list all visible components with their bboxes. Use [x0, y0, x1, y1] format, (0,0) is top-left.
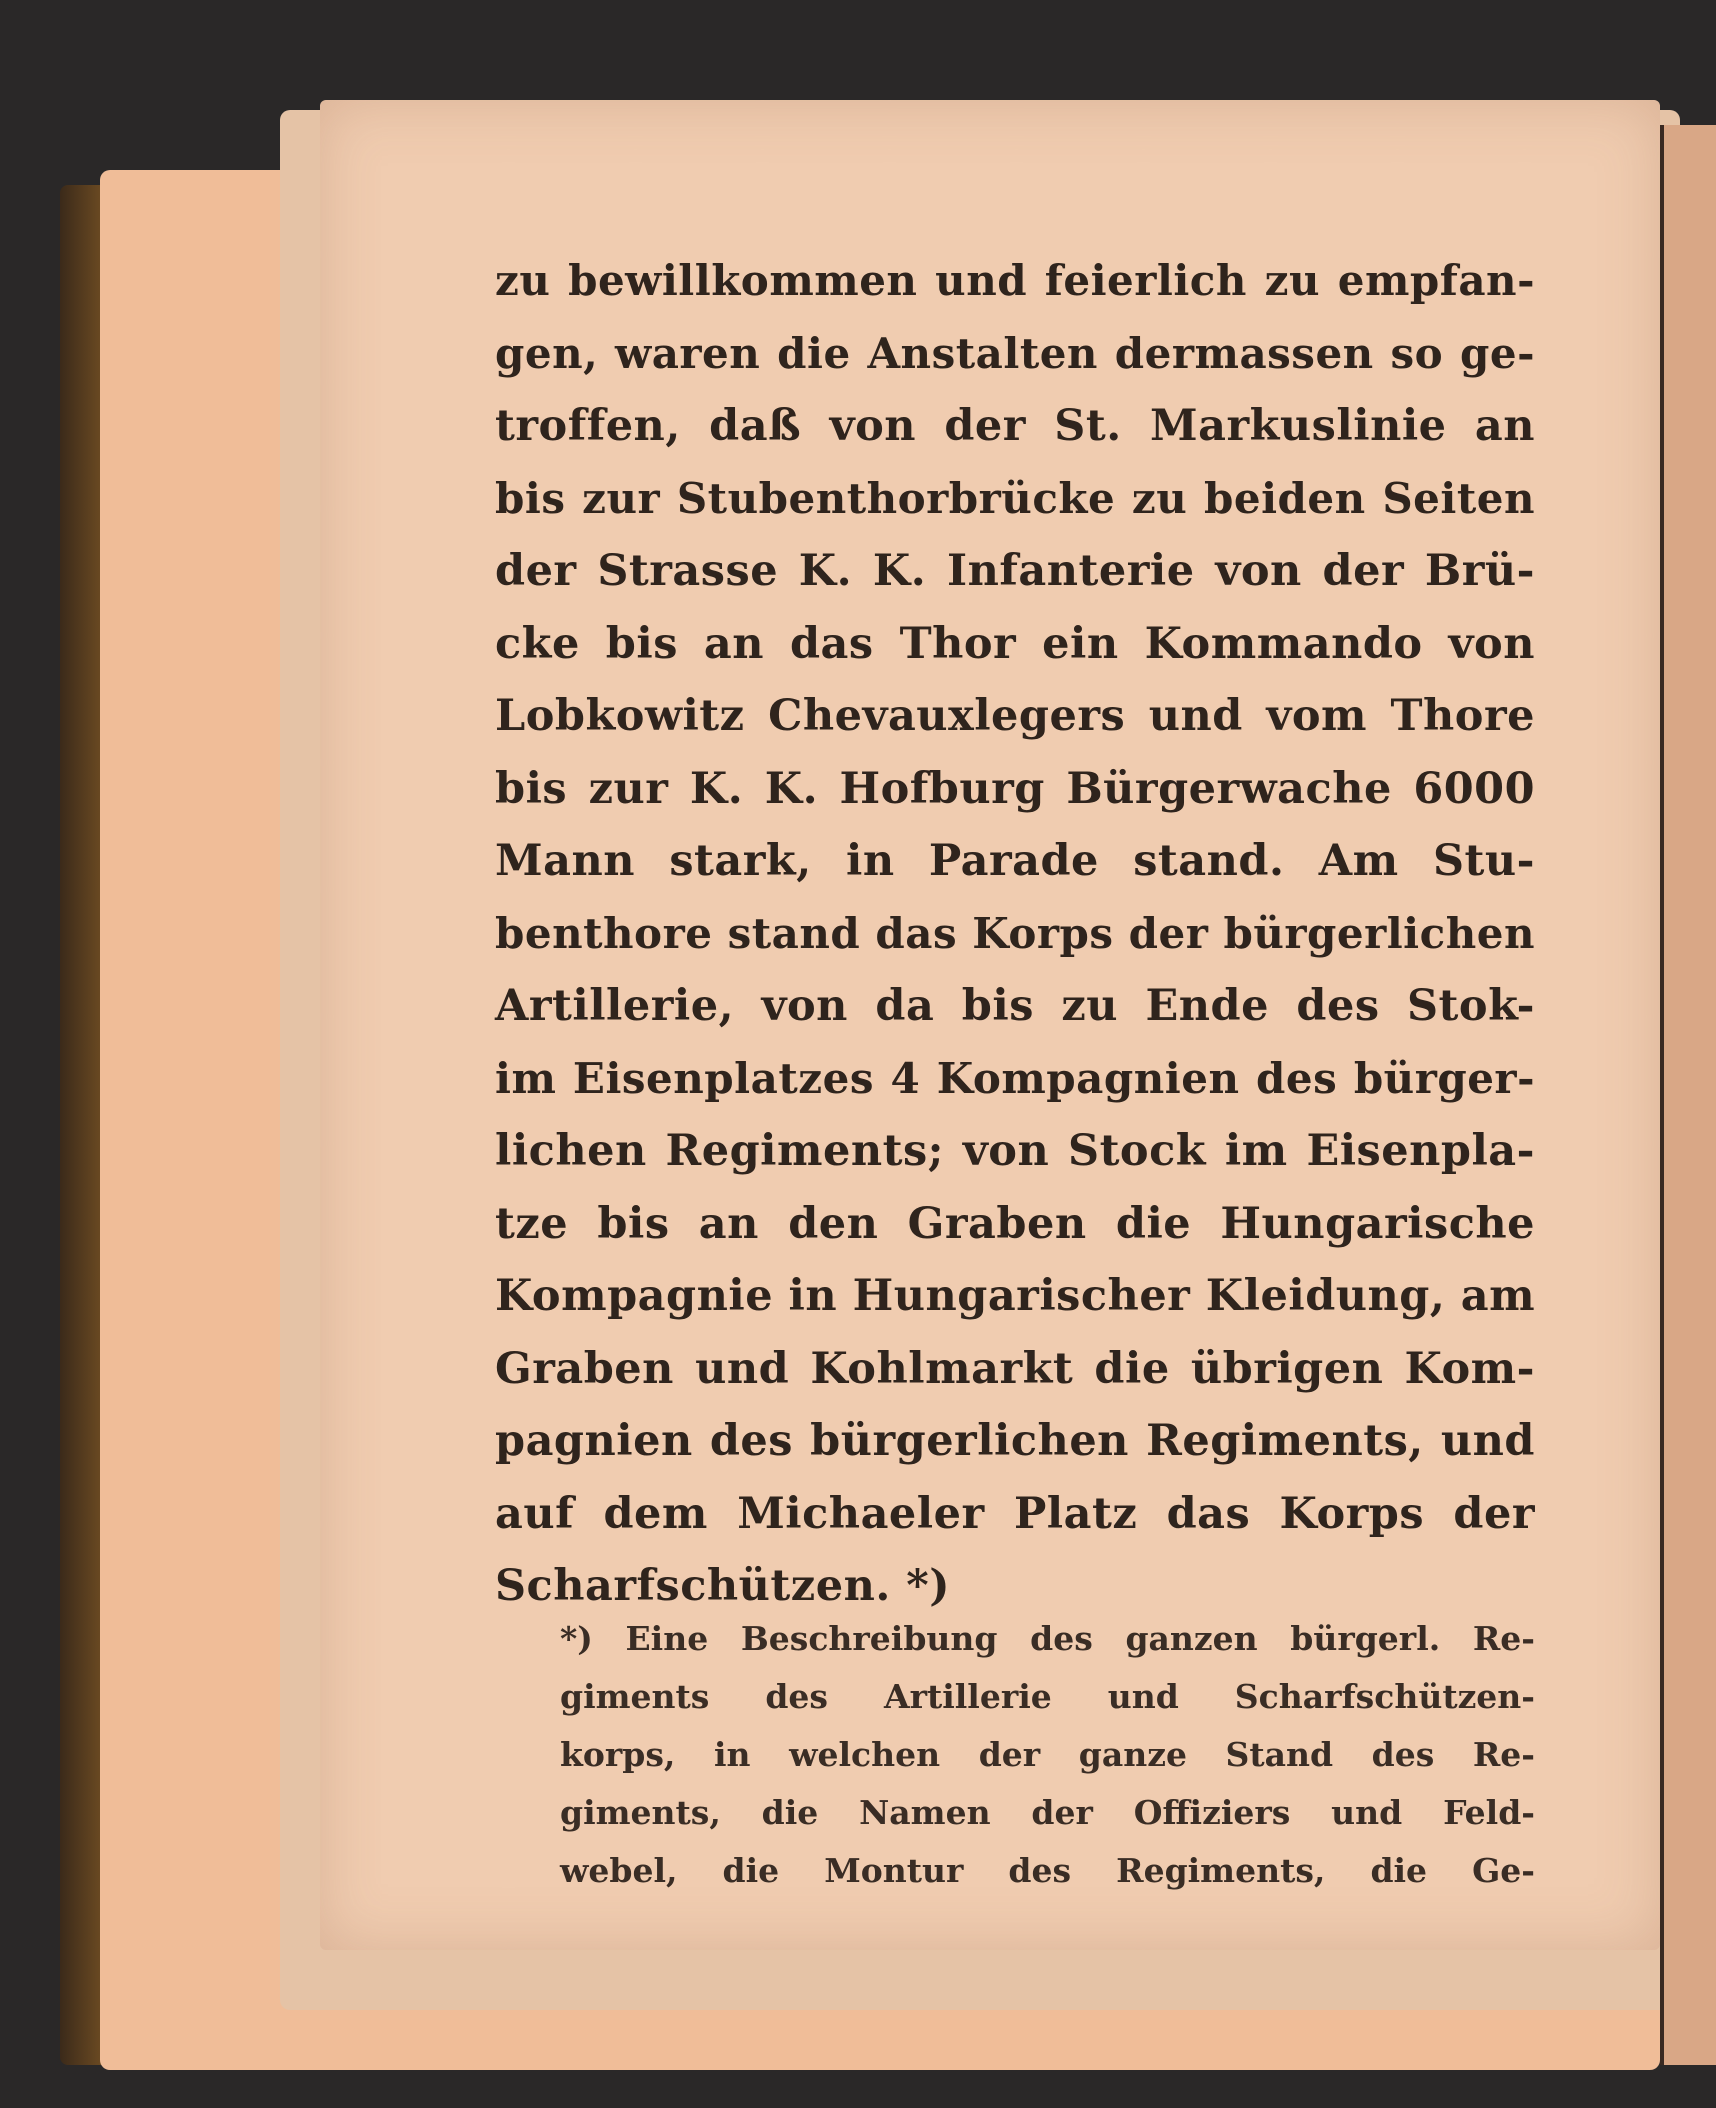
text-line: Graben und Kohlmarkt die übrigen Kom-: [495, 1343, 1535, 1394]
text-line: gen, waren die Anstalten dermassen so ge-: [495, 328, 1535, 378]
text-line: der Strasse K. K. Infanterie von der Brü-: [495, 546, 1535, 596]
text-line: lichen Regiments; von Stock im Eisenpla-: [495, 1126, 1535, 1176]
footnote-line: webel, die Montur des Regiments, die Ge-: [560, 1851, 1535, 1890]
footnote-line: korps, in welchen der ganze Stand des Re-: [560, 1735, 1535, 1774]
footnote-line: giments des Artillerie und Scharfschützen-: [560, 1677, 1535, 1716]
text-line: Mann stark, in Parade stand. Am Stu-: [495, 836, 1535, 886]
text-line: cke bis an das Thor ein Kommando von: [495, 618, 1535, 669]
footnote: [560, 1610, 1535, 1900]
text-line: Kompagnie in Hungarischer Kleidung, am: [495, 1271, 1536, 1321]
text-line: Artillerie, von da bis zu Ende des Stok-: [495, 981, 1535, 1031]
text-line: zu bewillkommen und feierlich zu empfan-: [495, 256, 1535, 305]
text-line: auf dem Michaeler Platz das Korps der: [495, 1488, 1535, 1539]
text-line: pagnien des bürgerlichen Regiments, und: [495, 1416, 1535, 1466]
footnote-line: *) Eine Beschreibung des ganzen bürgerl. Re-: [560, 1619, 1535, 1658]
text-line: Scharfschützen. *): [495, 1561, 951, 1611]
text-line: troffen, daß von der St. Markuslinie an: [495, 401, 1535, 451]
text-line: Lobkowitz Chevauxlegers und vom Thore: [495, 691, 1535, 741]
text-line: bis zur Stubenthorbrücke zu beiden Seiten: [495, 473, 1535, 523]
text-line: im Eisenplatzes 4 Kompagnien des bürger-: [495, 1053, 1535, 1103]
text-line: benthore stand das Korps der bürgerlichen: [495, 908, 1535, 958]
footnote-line: giments, die Namen der Offiziers und Feld-: [560, 1793, 1535, 1832]
text-line: tze bis an den Graben die Hungarische: [495, 1198, 1535, 1249]
body-text: [495, 245, 1535, 1623]
facing-page-edge: [1660, 125, 1716, 2065]
text-line: bis zur K. K. Hofburg Bürgerwache 6000: [495, 763, 1535, 814]
